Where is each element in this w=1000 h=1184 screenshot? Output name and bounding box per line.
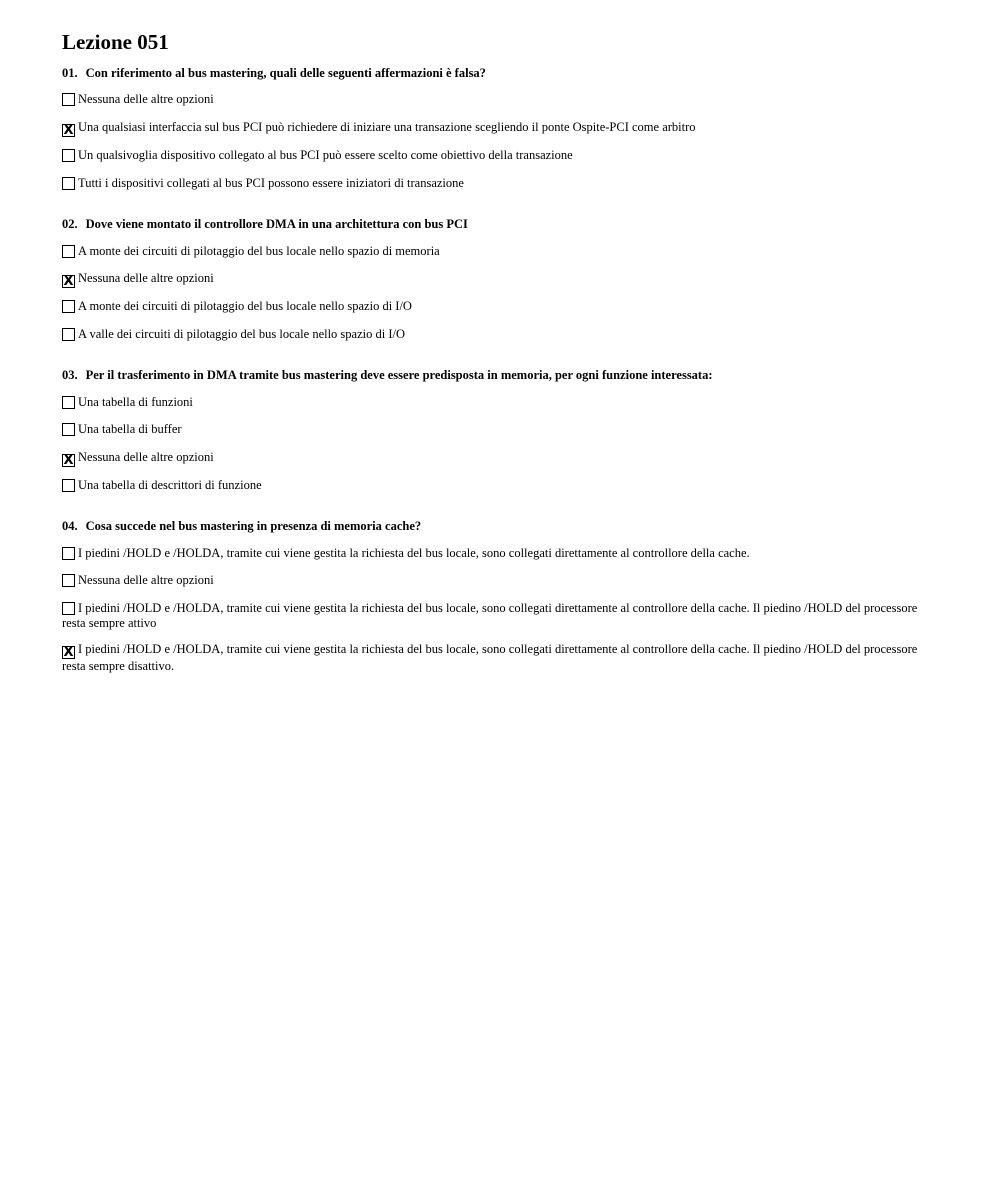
option-text: I piedini /HOLD e /HOLDA, tramite cui viene gestita la richiesta del bus locale, sono collegati direttamente al controllore della cache. Il piedino /HOLD del processore resta sempre attivo — [62, 601, 918, 630]
option-01-c[interactable] — [62, 148, 932, 163]
option-02-a[interactable] — [62, 244, 932, 259]
page-title: Lezione 051 — [62, 30, 169, 54]
checkbox-icon[interactable]: X — [63, 453, 74, 468]
question-number: 04. — [62, 519, 78, 533]
checkbox-icon[interactable]: X — [63, 274, 74, 289]
checkbox-icon[interactable] — [62, 93, 75, 106]
option-02-c[interactable] — [62, 299, 932, 314]
question-04 — [62, 518, 932, 534]
option-03-d[interactable] — [62, 478, 932, 493]
question-prompt: Cosa succede nel bus mastering in presenza di memoria cache? — [85, 519, 422, 533]
option-text: I piedini /HOLD e /HOLDA, tramite cui viene gestita la richiesta del bus locale, sono collegati direttamente al controllore della cache. — [78, 546, 750, 560]
option-text: I piedini /HOLD e /HOLDA, tramite cui viene gestita la richiesta del bus locale, sono collegati direttamente al controllore della cache. Il piedino /HOLD del processore resta sempre disattivo. — [62, 642, 918, 673]
checkbox-icon[interactable] — [62, 547, 75, 560]
option-04-c[interactable] — [62, 601, 932, 631]
checkbox-icon[interactable] — [62, 423, 75, 436]
question-prompt: Dove viene montato il controllore DMA in una architettura con bus PCI — [85, 217, 468, 231]
question-number: 01. — [62, 66, 78, 80]
option-04-a[interactable] — [62, 546, 932, 561]
checkbox-icon[interactable] — [62, 245, 75, 258]
question-text — [62, 216, 932, 232]
question-text — [62, 518, 932, 534]
checkbox-icon[interactable] — [62, 479, 75, 492]
option-03-a[interactable] — [62, 395, 932, 410]
option-text: A monte dei circuiti di pilotaggio del bus locale nello spazio di I/O — [78, 299, 412, 313]
question-text — [62, 65, 932, 81]
option-text: Nessuna delle altre opzioni — [78, 271, 214, 285]
option-04-b[interactable] — [62, 573, 932, 588]
question-prompt: Con riferimento al bus mastering, quali delle seguenti affermazioni è falsa? — [85, 66, 486, 80]
checkbox-icon[interactable] — [62, 177, 75, 190]
checkbox-icon[interactable] — [62, 396, 75, 409]
option-text: A valle dei circuiti di pilotaggio del bus locale nello spazio di I/O — [78, 327, 406, 341]
checkbox-icon[interactable] — [62, 574, 75, 587]
question-03 — [62, 367, 932, 383]
option-text: Nessuna delle altre opzioni — [78, 92, 214, 106]
option-02-d[interactable] — [62, 327, 932, 342]
question-number: 03. — [62, 368, 78, 382]
option-text: Una tabella di funzioni — [78, 395, 193, 409]
checkbox-icon[interactable] — [62, 300, 75, 313]
option-02-b[interactable] — [62, 271, 932, 288]
question-prompt: Per il trasferimento in DMA tramite bus mastering deve essere predisposta in memoria, per ogni funzione interessata: — [85, 368, 713, 382]
checkbox-icon[interactable] — [62, 602, 75, 615]
option-04-d[interactable] — [62, 642, 932, 674]
option-text: Una tabella di buffer — [78, 422, 182, 436]
checkbox-icon[interactable]: X — [63, 123, 74, 138]
checkbox-icon[interactable] — [62, 149, 75, 162]
option-text: Una qualsiasi interfaccia sul bus PCI può richiedere di iniziare una transazione scegliendo il ponte Ospite-PCI come arbitro — [78, 120, 696, 134]
question-number: 02. — [62, 217, 78, 231]
checkbox-icon[interactable]: X — [63, 645, 74, 660]
option-03-b[interactable] — [62, 422, 932, 437]
option-text: Nessuna delle altre opzioni — [78, 450, 214, 464]
option-01-d[interactable] — [62, 176, 932, 191]
question-01 — [62, 65, 932, 81]
question-02 — [62, 216, 932, 232]
option-text: Tutti i dispositivi collegati al bus PCI possono essere iniziatori di transazione — [78, 176, 464, 190]
question-text — [62, 367, 932, 383]
option-text: Nessuna delle altre opzioni — [78, 573, 214, 587]
checkbox-icon[interactable] — [62, 328, 75, 341]
option-03-c[interactable] — [62, 450, 932, 467]
option-01-b[interactable] — [62, 120, 932, 137]
option-text: Una tabella di descrittori di funzione — [78, 478, 262, 492]
option-text: Un qualsivoglia dispositivo collegato al bus PCI può essere scelto come obiettivo della transazione — [78, 148, 573, 162]
option-text: A monte dei circuiti di pilotaggio del bus locale nello spazio di memoria — [78, 244, 440, 258]
option-01-a[interactable] — [62, 92, 932, 107]
